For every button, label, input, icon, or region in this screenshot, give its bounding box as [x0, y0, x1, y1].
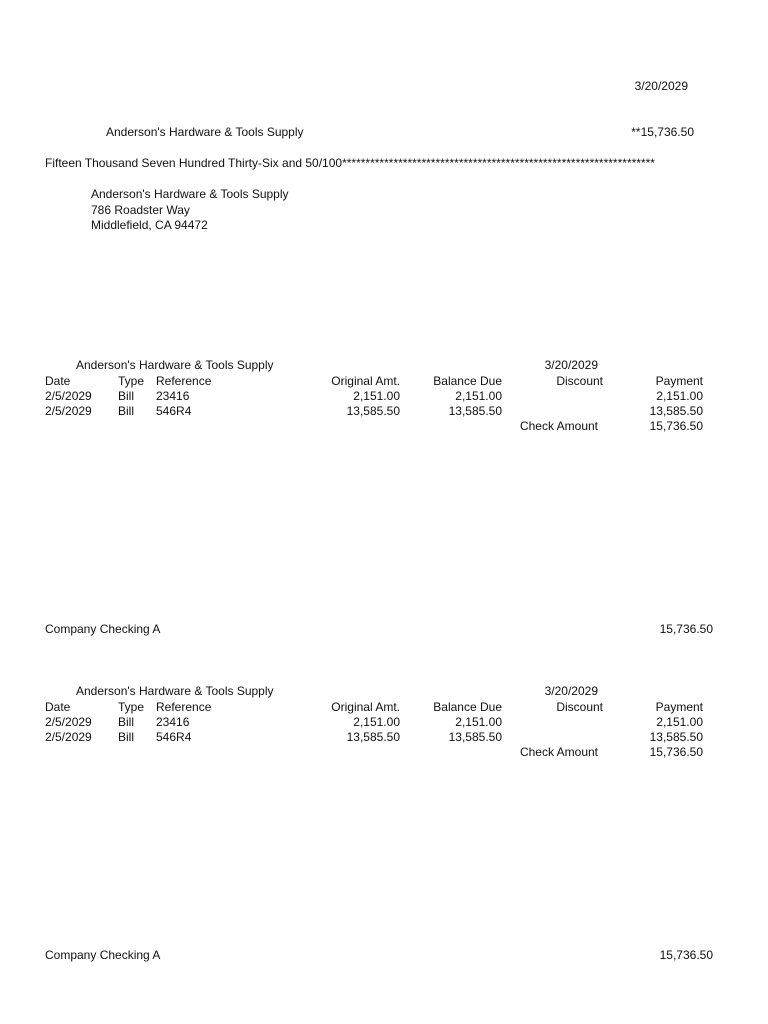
check-date: 3/20/2029	[634, 79, 688, 93]
row-type: Bill	[118, 389, 135, 403]
row-type: Bill	[118, 404, 135, 418]
header-payment: Payment	[655, 700, 703, 714]
row-date: 2/5/2029	[45, 404, 92, 418]
check-payee: Anderson's Hardware & Tools Supply	[106, 125, 304, 139]
row-payment: 2,151.00	[656, 389, 703, 403]
check-amount-value: 15,736.50	[649, 745, 703, 759]
row-type: Bill	[118, 715, 135, 729]
address-line-2: 786 Roadster Way	[91, 203, 190, 217]
row-type: Bill	[118, 730, 135, 744]
row-balance-due: 2,151.00	[455, 715, 502, 729]
header-type: Type	[118, 700, 145, 714]
stub-payee: Anderson's Hardware & Tools Supply	[76, 684, 274, 698]
check-amount-label: Check Amount	[519, 745, 598, 759]
header-date: Date	[45, 374, 71, 388]
header-date: Date	[45, 700, 71, 714]
row-reference: 546R4	[156, 730, 192, 744]
row-payment: 2,151.00	[656, 715, 703, 729]
header-discount: Discount	[556, 374, 603, 388]
header-reference: Reference	[156, 374, 212, 388]
stub-date: 3/20/2029	[544, 684, 598, 698]
header-balance-due: Balance Due	[433, 374, 502, 388]
bank-account-total: 15,736.50	[659, 622, 713, 636]
stub-payee: Anderson's Hardware & Tools Supply	[76, 358, 274, 372]
row-balance-due: 13,585.50	[448, 404, 502, 418]
row-original-amount: 13,585.50	[346, 404, 400, 418]
row-payment: 13,585.50	[649, 730, 703, 744]
check-amount-words: Fifteen Thousand Seven Hundred Thirty-Six and 50/100*******************************************************************	[45, 156, 655, 170]
bank-account-total: 15,736.50	[659, 948, 713, 962]
row-payment: 13,585.50	[649, 404, 703, 418]
row-balance-due: 2,151.00	[455, 389, 502, 403]
row-date: 2/5/2029	[45, 389, 92, 403]
row-original-amount: 2,151.00	[353, 715, 400, 729]
row-reference: 23416	[156, 715, 190, 729]
row-reference: 23416	[156, 389, 190, 403]
row-date: 2/5/2029	[45, 715, 92, 729]
row-date: 2/5/2029	[45, 730, 92, 744]
row-original-amount: 2,151.00	[353, 389, 400, 403]
row-reference: 546R4	[156, 404, 192, 418]
bank-account-name: Company Checking A	[45, 948, 161, 962]
header-reference: Reference	[156, 700, 212, 714]
row-balance-due: 13,585.50	[448, 730, 502, 744]
header-original-amount: Original Amt.	[331, 374, 400, 388]
header-discount: Discount	[556, 700, 603, 714]
header-payment: Payment	[655, 374, 703, 388]
bank-account-name: Company Checking A	[45, 622, 161, 636]
address-line-3: Middlefield, CA 94472	[91, 218, 208, 232]
header-type: Type	[118, 374, 145, 388]
header-balance-due: Balance Due	[433, 700, 502, 714]
check-amount: **15,736.50	[631, 125, 694, 139]
check-amount-value: 15,736.50	[649, 419, 703, 433]
header-original-amount: Original Amt.	[331, 700, 400, 714]
stub-date: 3/20/2029	[544, 358, 598, 372]
row-original-amount: 13,585.50	[346, 730, 400, 744]
address-line-1: Anderson's Hardware & Tools Supply	[91, 187, 289, 201]
check-amount-label: Check Amount	[519, 419, 598, 433]
